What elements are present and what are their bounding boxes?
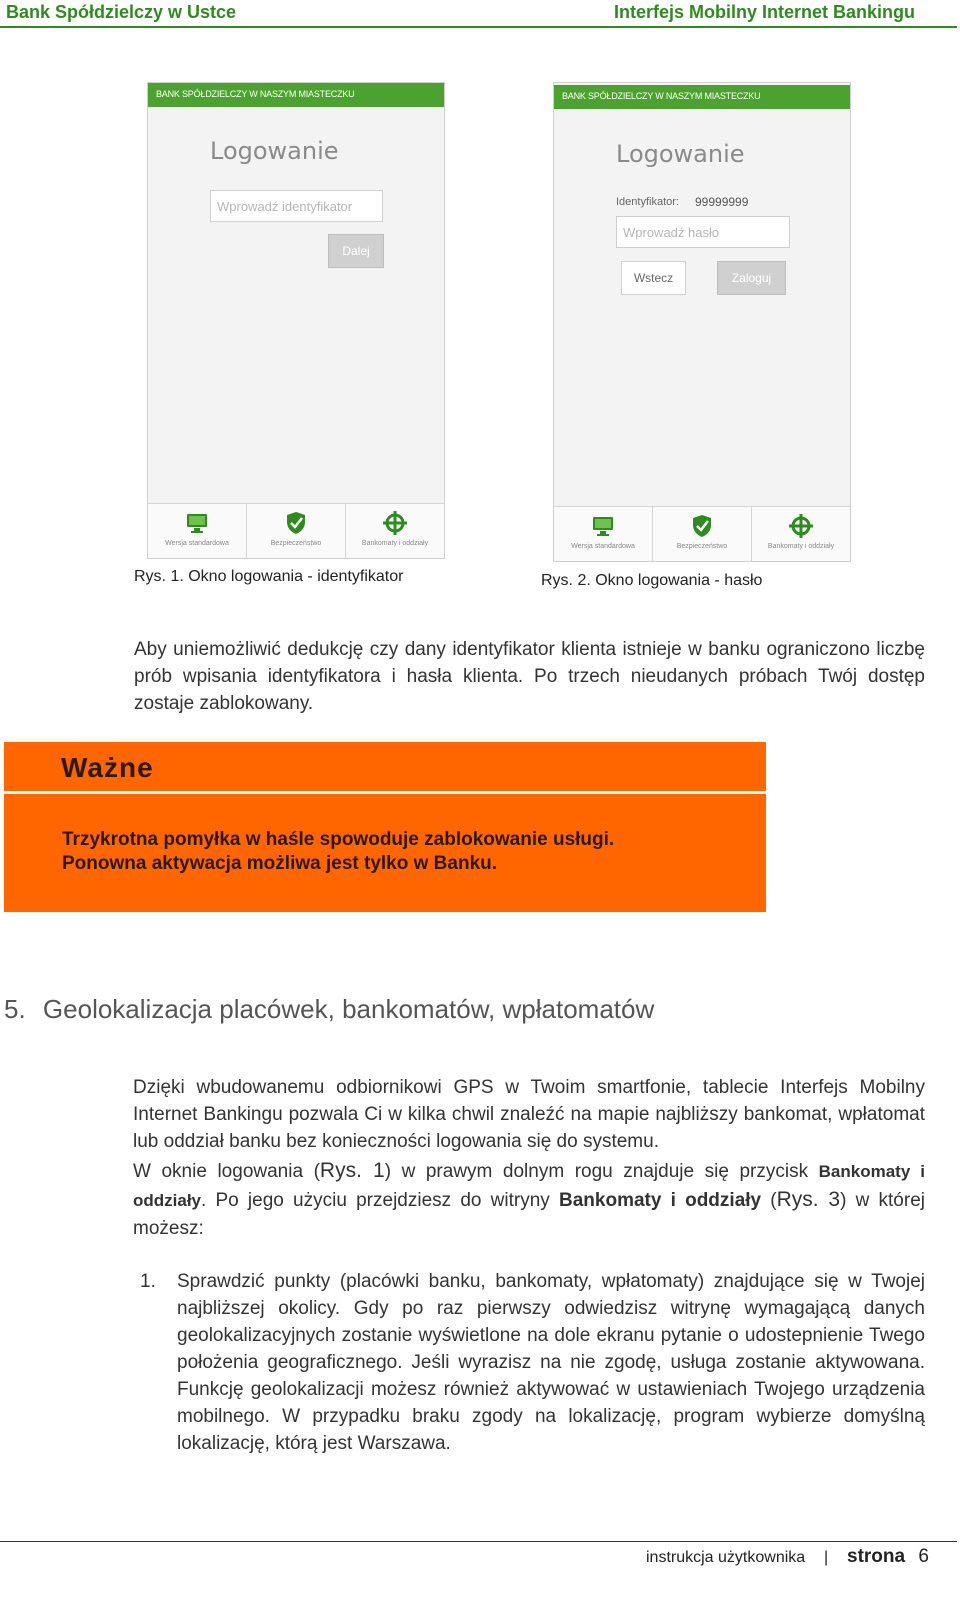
app-bar: BANK SPÓŁDZIELCZY W NASZYM MIASTECZKU — [148, 83, 444, 107]
list-number: 1. — [140, 1271, 156, 1292]
section-heading — [4, 994, 654, 1025]
identifier-label: Identyfikator: — [616, 196, 679, 208]
footer-separator: | — [824, 1549, 829, 1566]
nav-standard-version[interactable] — [554, 507, 653, 561]
back-button[interactable]: Wstecz — [621, 261, 686, 295]
identifier-input[interactable]: Wprowadź identyfikator — [210, 190, 383, 222]
footer-divider — [0, 1541, 957, 1542]
nav-atms-branches[interactable] — [752, 507, 850, 561]
bold-term: Bankomaty i oddziały — [559, 1190, 762, 1211]
nav-label: Bezpieczeństwo — [676, 543, 728, 550]
nav-label: Wersja standardowa — [571, 543, 635, 550]
login-title: Logowanie — [210, 137, 339, 165]
important-line-2: Ponowna aktywacja możliwa jest tylko w Banku. — [62, 853, 498, 874]
crosshair-icon — [788, 513, 814, 539]
figure-reference: Rys. 1 — [319, 1159, 385, 1182]
important-title: Ważne — [61, 752, 154, 783]
identifier-value: 99999999 — [695, 195, 749, 209]
paragraph-login-attempts: Aby uniemożliwić dedukcję czy dany identyfikator klienta istnieje w banku ograniczono liczbę prób wpisania identyfikatora i hasła klienta. Po trzech nieudanych próbach Twój dostęp zostaje zablokowany. — [134, 639, 925, 714]
login-screen-identifier — [147, 82, 445, 559]
important-line-1: Trzykrotna pomyłka w haśle spowoduje zablokowanie usługi. — [62, 829, 615, 850]
shield-icon — [283, 510, 309, 536]
nav-security[interactable] — [653, 507, 752, 561]
header-document-title: Interfejs Mobilny Internet Bankingu — [613, 2, 915, 22]
figure-2-caption: Rys. 2. Okno logowania - hasło — [541, 572, 763, 589]
monitor-icon — [590, 513, 616, 539]
figure-reference: Rys. 3 — [776, 1188, 841, 1211]
nav-label: Bankomaty i oddziały — [767, 543, 835, 550]
nav-security[interactable] — [247, 504, 346, 558]
page-number: 6 — [918, 1546, 929, 1567]
paragraph-atm-button: W oknie logowania (Rys. 1) w prawym dolnym rogu znajduje się przycisk Bankomaty i oddziały. Po jego użyciu przejdziesz do witryny Bankomaty i oddziały (Rys. 3) w której możesz: — [133, 1159, 926, 1239]
crosshair-icon — [382, 510, 408, 536]
app-bar: BANK SPÓŁDZIELCZY W NASZYM MIASTECZKU — [554, 85, 850, 109]
login-title: Logowanie — [616, 140, 745, 168]
password-input[interactable]: Wprowadź hasło — [616, 216, 790, 248]
nav-label: Bezpieczeństwo — [270, 540, 322, 547]
bottom-nav — [148, 503, 444, 558]
bottom-nav — [554, 506, 850, 561]
nav-label: Wersja standardowa — [165, 540, 229, 547]
nav-atms-branches[interactable] — [346, 504, 444, 558]
list-item-text: Sprawdzić punkty (placówki banku, bankomaty, wpłatomaty) znajdujące się w Twojej najbliższej okolicy. Gdy po raz pierwszy odwiedzisz witrynę wymagającą danych geolokalizacyjnych zostanie wyświetlone na dole ekranu pytanie o udostepnienie Twego położenia geograficznego. Jeśli wyrazisz na nie zgodę, usługa zostanie aktywowana. Funkcję geolokalizacji możesz również aktywować w ustawieniach Twojego urządzenia mobilnego. W przypadku braku zgody na lokalizację, program wybierze domyślną lokalizację, którą jest Warszawa. — [177, 1271, 925, 1454]
login-button[interactable]: Zaloguj — [717, 261, 786, 295]
header-divider — [0, 26, 957, 28]
nav-label: Bankomaty i oddziały — [361, 540, 429, 547]
bold-term: Bankomaty i oddziały — [133, 1162, 926, 1210]
section-number: 5. — [4, 994, 26, 1024]
shield-icon — [689, 513, 715, 539]
section-title: Geolokalizacja placówek, bankomatów, wpłatomatów — [42, 994, 655, 1024]
header-bank-name: Bank Spółdzielczy w Ustce — [6, 2, 237, 22]
page-label: strona — [847, 1546, 906, 1567]
login-screen-password — [553, 82, 851, 562]
monitor-icon — [184, 510, 210, 536]
nav-standard-version[interactable] — [148, 504, 247, 558]
footer-manual-label: instrukcja użytkownika — [646, 1549, 806, 1566]
next-button[interactable]: Dalej — [328, 234, 384, 268]
footer-page — [847, 1546, 929, 1568]
figure-1-caption: Rys. 1. Okno logowania - identyfikator — [134, 568, 404, 585]
important-text — [62, 828, 614, 876]
paragraph-gps: Dzięki wbudowanemu odbiornikowi GPS w Twoim smartfonie, tablecie Interfejs Mobilny Internet Bankingu pozwala Ci w kilka chwil znaleźć na mapie najbliższy bankomat, wpłatomat lub oddział banku bez konieczności logowania się do systemu. — [133, 1077, 925, 1152]
